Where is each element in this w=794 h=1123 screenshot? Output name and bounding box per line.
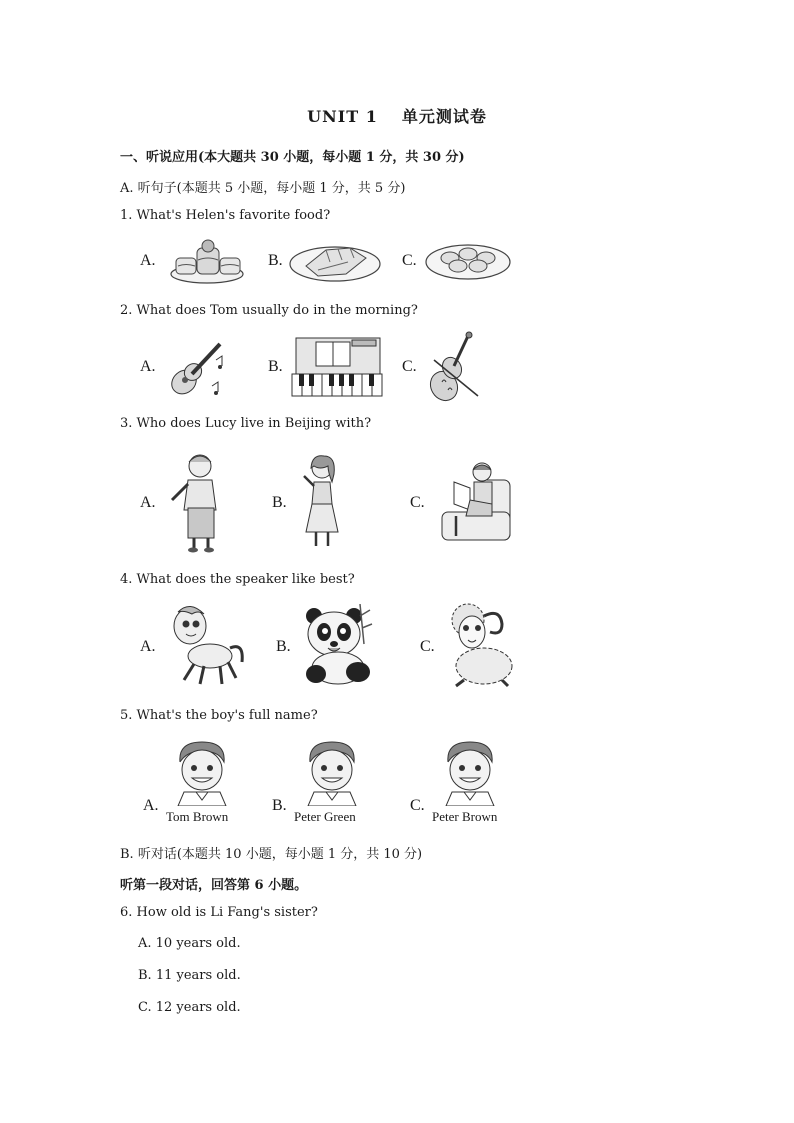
piano-icon [290,334,384,402]
girl-icon [298,452,348,552]
boy-face-icon [304,740,360,806]
sheep-icon [446,602,516,690]
violin-icon [424,330,484,406]
question-2: 2. What does Tom usually do in the morning? [120,303,418,318]
boy-face-icon [442,740,498,806]
horse-icon [168,602,246,688]
grandfather-reading-icon [440,460,512,546]
panda-icon [302,604,378,688]
q3-option-b[interactable]: B. [272,494,287,511]
question-4: 4. What does the speaker like best? [120,572,355,587]
dumplings-plate-icon [424,238,512,282]
question-6: 6. How old is Li Fang's sister? [120,905,318,920]
section-heading: 一、听说应用(本大题共 30 小题，每小题 1 分，共 30 分) [120,150,465,165]
page-title [0,104,794,127]
q2-option-c[interactable]: C. [402,358,417,375]
part-b-heading: B. 听对话(本题共 10 小题，每小题 1 分，共 10 分) [120,847,423,862]
q4-option-b[interactable]: B. [276,638,291,655]
boy-face-icon [174,740,230,806]
q3-option-c[interactable]: C. [410,494,425,511]
q1-option-c[interactable]: C. [402,252,417,269]
q4-option-c[interactable]: C. [420,638,435,655]
q6-choice-c[interactable]: C. 12 years old. [138,1000,241,1015]
cake-icon [168,234,246,284]
unit-label: UNIT 1 [307,107,378,126]
sandwich-plate-icon [288,240,382,284]
q4-option-a[interactable]: A. [140,638,156,655]
q1-option-a[interactable]: A. [140,252,156,269]
q1-option-b[interactable]: B. [268,252,283,269]
q5-caption-a: Tom Brown [166,809,229,824]
q5-option-b[interactable]: B. [272,797,287,814]
part-a-heading: A. 听句子(本题共 5 小题，每小题 1 分，共 5 分) [120,181,406,196]
q2-option-b[interactable]: B. [268,358,283,375]
grandmother-icon [164,450,228,554]
q6-choice-a[interactable]: A. 10 years old. [138,936,241,951]
q5-option-a[interactable]: A. [143,797,159,814]
q3-option-a[interactable]: A. [140,494,156,511]
part-b-instruction: 听第一段对话，回答第 6 小题。 [120,878,308,893]
q2-option-a[interactable]: A. [140,358,156,375]
q5-caption-b: Peter Green [294,809,356,824]
question-3: 3. Who does Lucy live in Beijing with? [120,416,372,431]
q5-option-c[interactable]: C. [410,797,425,814]
guitar-icon [164,336,230,400]
q6-choice-b[interactable]: B. 11 years old. [138,968,241,983]
test-name: 单元测试卷 [401,107,487,126]
q5-caption-c: Peter Brown [432,809,498,824]
question-1: 1. What's Helen's favorite food? [120,208,331,223]
question-5: 5. What's the boy's full name? [120,708,318,723]
